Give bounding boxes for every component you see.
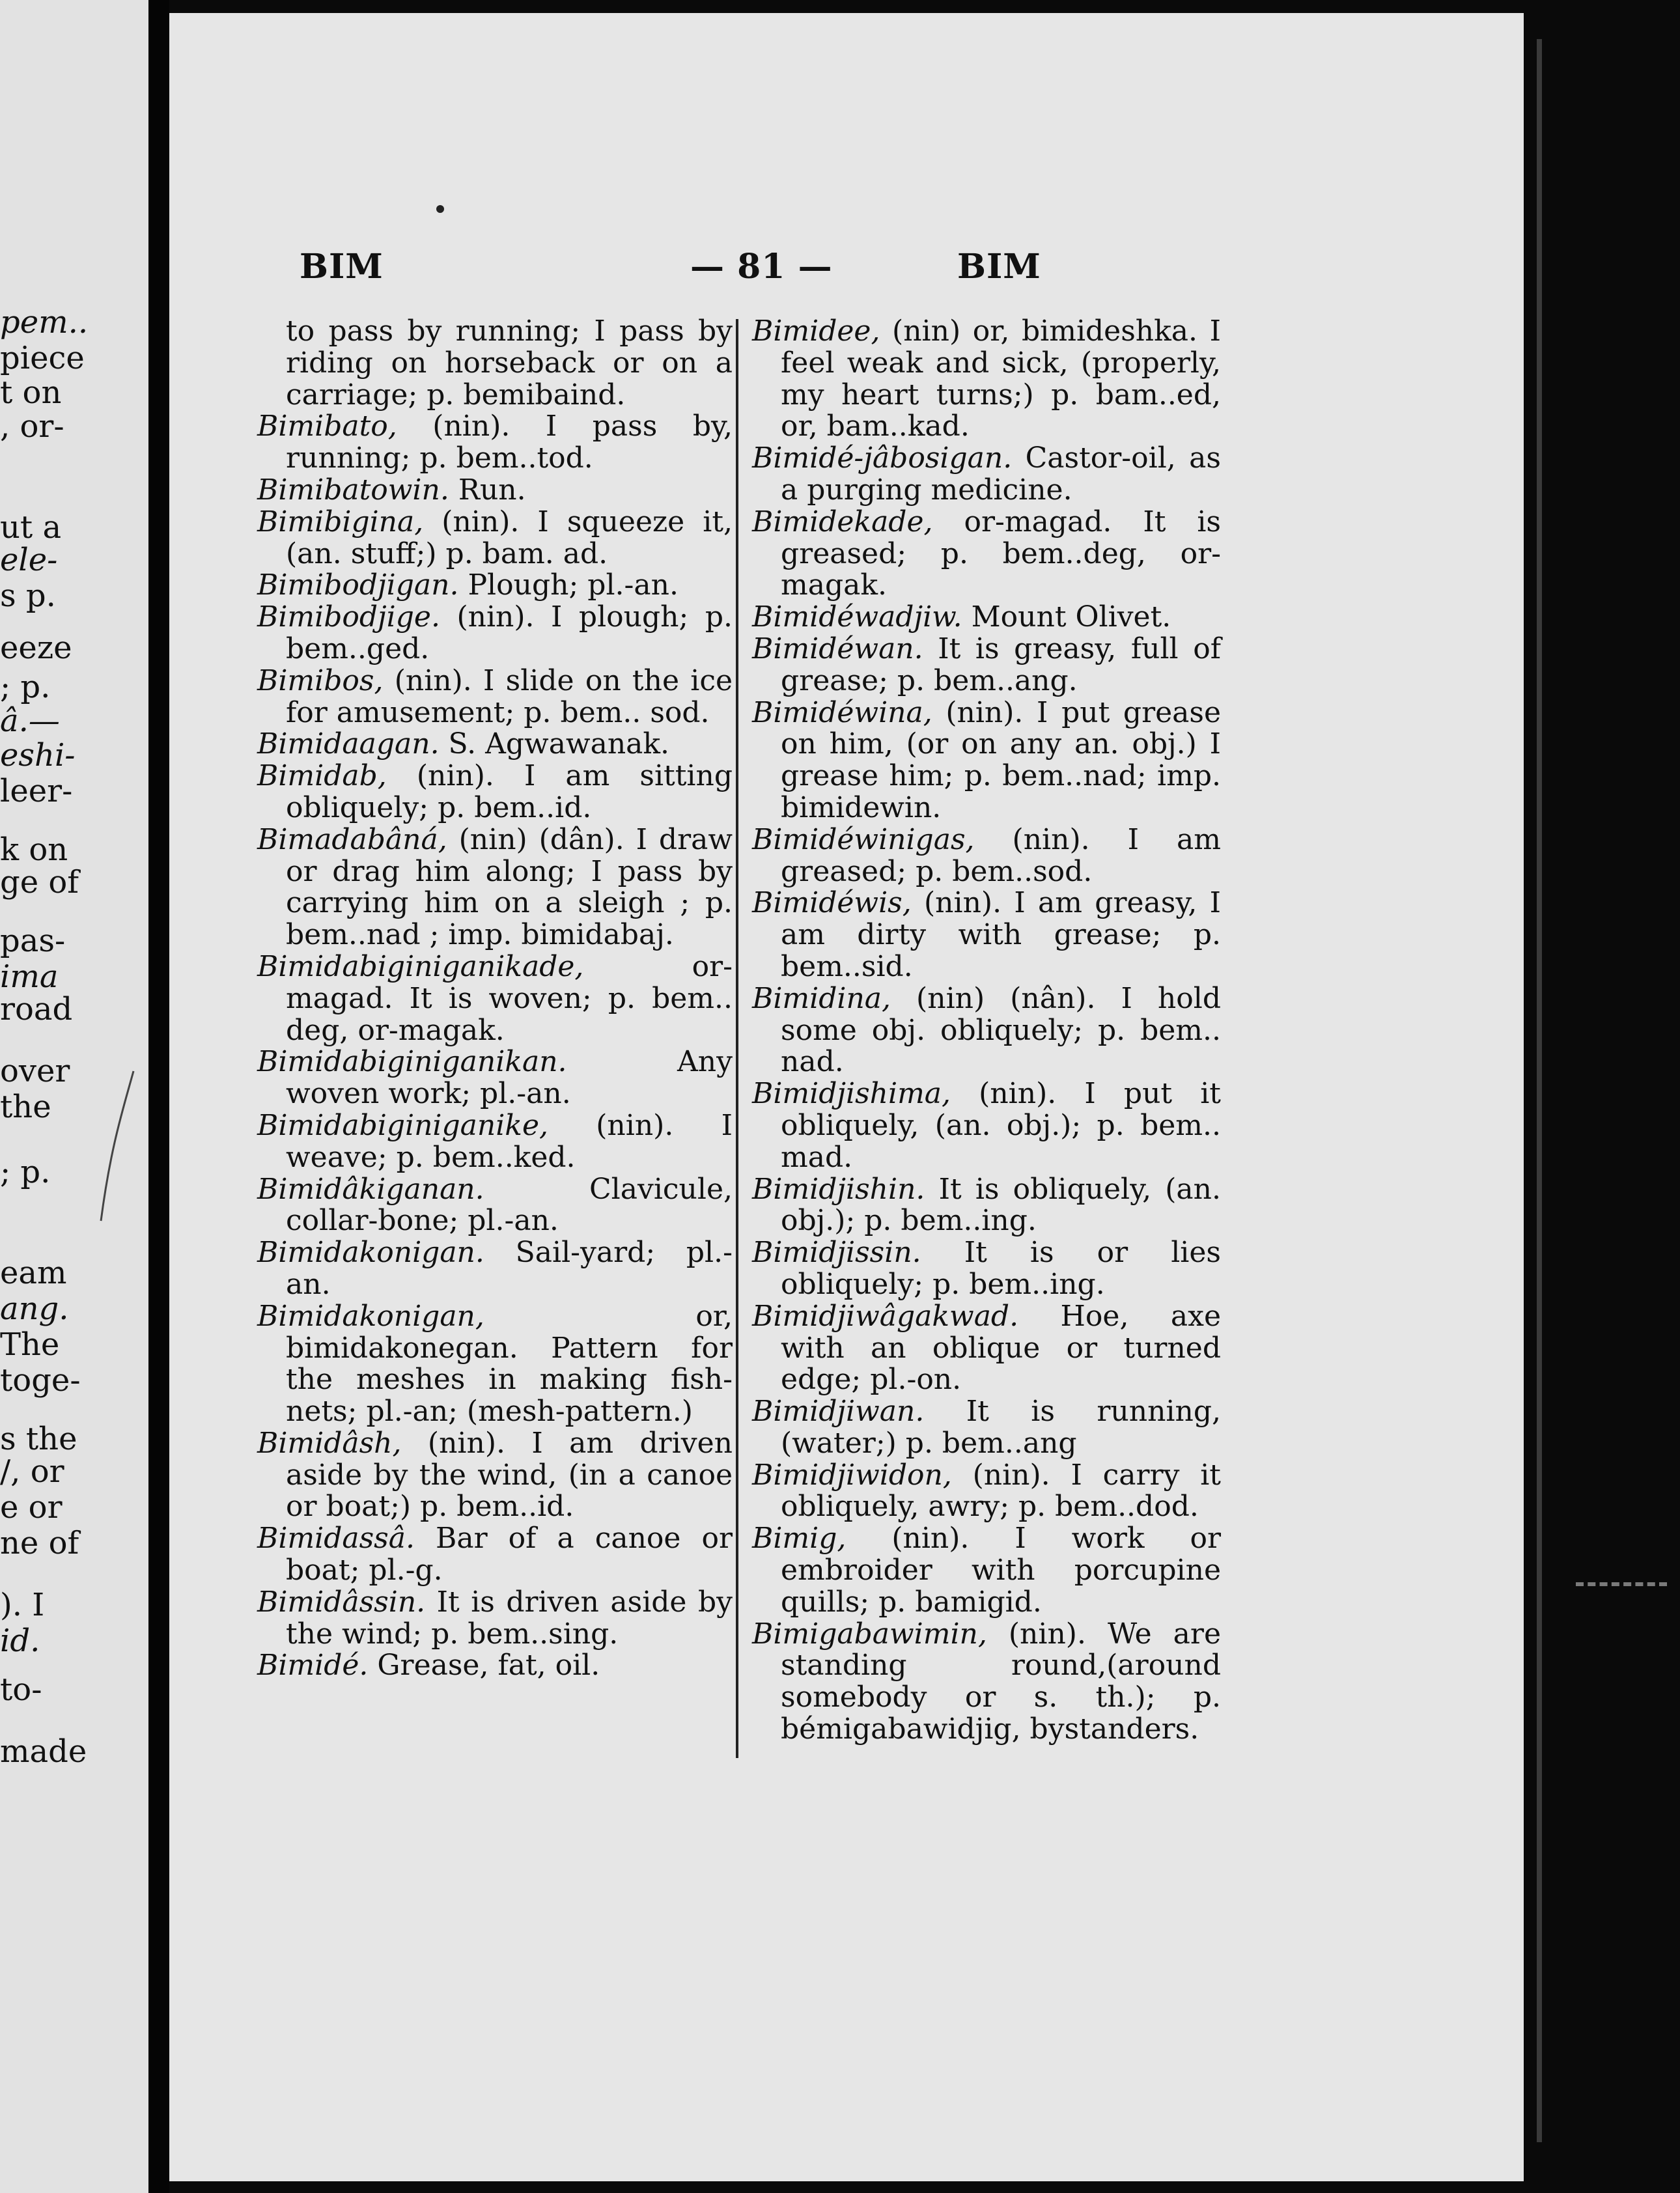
dictionary-entry xyxy=(257,1587,733,1651)
dictionary-entry xyxy=(752,443,1221,507)
previous-page-fragment: â.— xyxy=(0,703,60,739)
previous-page-fragment: e or xyxy=(0,1489,63,1526)
dictionary-entry xyxy=(257,570,733,602)
entry-definition: (nin) (dân). I draw or drag him along; I pass by carrying him on a sleigh ; p. bem..nad ; imp. bimidabaj. xyxy=(286,822,733,952)
entry-definition: (nin). We are standing round,(around somebody or s. th.); p. bémigabawidjig, bystanders. xyxy=(781,1617,1221,1746)
entry-headword: Bimidjiwâgakwad. xyxy=(752,1299,1019,1333)
previous-page-fragment: ). I xyxy=(0,1587,45,1623)
entry-definition: (nin). I put it obliquely, (an. obj.); p. bem.. mad. xyxy=(781,1077,1221,1174)
previous-page-fragment: ut a xyxy=(0,509,62,546)
dictionary-entry xyxy=(752,1174,1221,1238)
entry-definition: (nin). I put grease on him, (or on any an. obj.) I grease him; p. bem..nad; imp. bimidewin. xyxy=(781,695,1221,824)
dictionary-entry xyxy=(257,729,733,761)
entry-definition: (nin). I pass by, running; p. bem..tod. xyxy=(286,410,733,475)
dictionary-entry xyxy=(752,824,1221,888)
dictionary-entry xyxy=(257,1523,733,1587)
dictionary-entry xyxy=(257,1237,733,1301)
entry-definition: or, bimidakonegan. Pattern for the meshes in making fish-nets; pl.-an; (mesh-pattern.) xyxy=(286,1299,733,1429)
entry-definition: or-magad. It is greased; p. bem..deg, or-magak. xyxy=(781,505,1221,602)
entry-headword: Bimidjiwidon, xyxy=(752,1458,952,1492)
entry-definition: (nin). I am sitting obliquely; p. bem..id. xyxy=(286,759,733,824)
entry-definition: (nin). I am driven aside by the wind, (in a canoe or boat;) p. bem..id. xyxy=(286,1426,733,1524)
dictionary-entry xyxy=(752,1523,1221,1618)
dictionary-entry xyxy=(257,507,733,570)
column-divider xyxy=(736,319,738,1758)
entry-definition: Any woven work; pl.-an. xyxy=(286,1045,733,1111)
entry-definition: Grease, fat, oil. xyxy=(368,1649,600,1683)
entry-definition: (nin). I carry it obliquely, awry; p. bem..dod. xyxy=(781,1458,1221,1524)
entry-definition: It is driven aside by the wind; p. bem..sing. xyxy=(286,1585,733,1651)
entry-definition: to pass by running; I pass by riding on horseback or on a carriage; p. bemibaind. xyxy=(286,314,733,412)
entry-headword: Bimibodjige. xyxy=(257,600,440,634)
entry-headword: Bimidee, xyxy=(752,314,880,348)
dictionary-entry xyxy=(257,1046,733,1110)
dictionary-entry xyxy=(257,1650,733,1682)
previous-page-fragment: ge of xyxy=(0,864,79,901)
entry-definition: (nin). I plough; p. bem..ged. xyxy=(286,600,733,665)
entry-headword: Bimidjishin. xyxy=(752,1172,925,1206)
entry-headword: Bimidina, xyxy=(752,981,891,1015)
previous-page-fragment: pem.. xyxy=(0,304,89,341)
book-gutter xyxy=(148,0,169,2193)
dictionary-entry xyxy=(257,475,733,507)
edge-dashes xyxy=(1576,1582,1667,1597)
entry-headword: Bimidaagan. xyxy=(257,727,440,761)
previous-page-fragment: s p. xyxy=(0,578,56,614)
dictionary-entry xyxy=(752,1078,1221,1173)
entry-headword: Bimidabiginiganikade, xyxy=(257,949,584,983)
entry-headword: Bimig, xyxy=(752,1522,847,1556)
previous-page-fragment: eeze xyxy=(0,630,72,666)
right-edge-rule xyxy=(1537,39,1542,2142)
previous-page-fragment: over xyxy=(0,1053,70,1089)
previous-page-fragment: made xyxy=(0,1733,87,1770)
dictionary-entry xyxy=(752,602,1221,634)
ink-dot xyxy=(436,205,444,213)
entry-headword: Bimibodjigan. xyxy=(257,568,459,602)
entry-headword: Bimidjiwan. xyxy=(752,1395,925,1429)
entry-definition: (nin). I weave; p. bem..ked. xyxy=(286,1108,733,1174)
entry-headword: Bimidâkiganan. xyxy=(257,1172,484,1206)
previous-page-fragment: to- xyxy=(0,1671,42,1708)
right-column xyxy=(752,316,1221,1746)
entry-headword: Bimidabiginiganike, xyxy=(257,1108,548,1142)
previous-page-fragment: leer- xyxy=(0,773,73,809)
entry-headword: Bimidéwinigas, xyxy=(752,822,975,856)
entry-headword: Bimadabâná, xyxy=(257,822,447,856)
dictionary-entry xyxy=(257,316,733,411)
entry-definition: Mount Olivet. xyxy=(962,600,1171,634)
previous-page-fragment: ima xyxy=(0,958,59,995)
dictionary-entry xyxy=(752,1619,1221,1746)
entry-headword: Bimidabiginiganikan. xyxy=(257,1045,567,1079)
entry-headword: Bimidâsh, xyxy=(257,1426,402,1460)
running-header-right: BIM xyxy=(957,247,1041,286)
previous-page-fragment: eam xyxy=(0,1255,67,1291)
entry-headword: Bimibigina, xyxy=(257,505,424,538)
running-header-left: BIM xyxy=(300,247,384,286)
dictionary-entry xyxy=(752,887,1221,983)
entry-headword: Bimidjissin. xyxy=(752,1236,921,1270)
previous-page-fragment: ne of xyxy=(0,1525,79,1561)
entry-definition: (nin) or, bimideshka. I feel weak and sick, (properly, my heart turns;) p. bam..ed, or, bam..kad. xyxy=(781,314,1221,443)
previous-page-fragment: s the xyxy=(0,1421,77,1457)
entry-definition: Clavicule, collar-bone; pl.-an. xyxy=(286,1172,733,1238)
previous-page-fragment: eshi- xyxy=(0,737,76,774)
page-number: — 81 — xyxy=(690,247,833,286)
dictionary-entry xyxy=(257,1301,733,1428)
dictionary-entry xyxy=(257,602,733,665)
entry-definition: It is obliquely, (an. obj.); p. bem..ing. xyxy=(781,1172,1221,1238)
previous-page-fragment: , or- xyxy=(0,408,64,445)
entry-headword: Bimidé. xyxy=(257,1649,369,1683)
dictionary-entry xyxy=(257,951,733,1046)
previous-page-fragment: /, or xyxy=(0,1453,64,1490)
dictionary-entry xyxy=(752,1396,1221,1460)
entry-headword: Bimidâssin. xyxy=(257,1585,426,1619)
dictionary-entry xyxy=(752,1237,1221,1301)
entry-headword: Bimigabawimin, xyxy=(752,1617,987,1651)
entry-headword: Bimidassâ. xyxy=(257,1522,415,1556)
entry-definition: or-magad. It is woven; p. bem.. deg, or-magak. xyxy=(286,949,733,1047)
previous-page-edge xyxy=(0,0,148,2193)
dictionary-entry xyxy=(752,507,1221,602)
previous-page-fragment: The xyxy=(0,1326,60,1363)
previous-page-fragment: toge- xyxy=(0,1362,81,1399)
dictionary-entry xyxy=(257,824,733,951)
entry-definition: Hoe, axe with an oblique or turned edge; pl.-on. xyxy=(781,1299,1221,1397)
dictionary-entry xyxy=(752,1460,1221,1524)
entry-headword: Bimibato, xyxy=(257,410,397,443)
dictionary-entry xyxy=(752,983,1221,1078)
previous-page-fragment: ang. xyxy=(0,1291,69,1327)
entry-headword: Bimidé-jâbosigan. xyxy=(752,441,1013,475)
entry-definition: Castor-oil, as a purging medicine. xyxy=(781,441,1221,507)
previous-page-fragment: ; p. xyxy=(0,669,51,705)
entry-headword: Bimidekade, xyxy=(752,505,933,538)
entry-definition: Bar of a canoe or boat; pl.-g. xyxy=(286,1522,733,1587)
entry-definition: (nin). I am greased; p. bem..sod. xyxy=(781,822,1221,888)
dictionary-entry xyxy=(257,1110,733,1174)
pencil-mark xyxy=(98,1068,137,1224)
entry-definition: (nin). I squeeze it, (an. stuff;) p. bam. ad. xyxy=(286,505,733,570)
entry-headword: Bimidjishima, xyxy=(752,1077,951,1111)
dictionary-entry xyxy=(752,1301,1221,1396)
entry-definition: (nin) (nân). I hold some obj. obliquely; p. bem.. nad. xyxy=(781,981,1221,1079)
entry-definition: Plough; pl.-an. xyxy=(458,568,679,602)
previous-page-fragment: k on xyxy=(0,831,68,868)
entry-definition: (nin). I slide on the ice for amusement; p. bem.. sod. xyxy=(286,663,733,729)
entry-headword: Bimidakonigan. xyxy=(257,1236,484,1270)
dictionary-entry xyxy=(257,1174,733,1238)
previous-page-fragment: road xyxy=(0,991,73,1027)
entry-headword: Bimidab, xyxy=(257,759,387,793)
entry-headword: Bimibatowin. xyxy=(257,473,449,507)
entry-definition: Sail-yard; pl.-an. xyxy=(286,1236,733,1301)
dictionary-entry xyxy=(257,665,733,729)
entry-definition: It is greasy, full of grease; p. bem..ang. xyxy=(781,632,1221,697)
left-column xyxy=(257,316,733,1682)
previous-page-fragment: ele- xyxy=(0,542,58,578)
previous-page-fragment: pas- xyxy=(0,923,66,959)
dictionary-entry xyxy=(752,697,1221,824)
entry-headword: Bimidakonigan, xyxy=(257,1299,484,1333)
entry-definition: S. Agwawanak. xyxy=(439,727,670,761)
dictionary-entry xyxy=(257,411,733,475)
dictionary-entry xyxy=(257,1428,733,1523)
dictionary-entry xyxy=(752,634,1221,697)
previous-page-fragment: ; p. xyxy=(0,1154,51,1190)
entry-definition: (nin). I am greasy, I am dirty with grease; p. bem..sid. xyxy=(781,886,1221,983)
entry-headword: Bimibos, xyxy=(257,663,384,697)
entry-headword: Bimidéwadjiw. xyxy=(752,600,962,634)
entry-definition: It is running, (water;) p. bem..ang xyxy=(781,1395,1221,1460)
entry-definition: Run. xyxy=(449,473,526,507)
dictionary-entry xyxy=(257,761,733,824)
entry-headword: Bimidéwan. xyxy=(752,632,923,665)
previous-page-fragment: the xyxy=(0,1089,51,1125)
entry-headword: Bimidéwina, xyxy=(752,695,932,729)
entry-headword: Bimidéwis, xyxy=(752,886,912,920)
dictionary-entry xyxy=(752,316,1221,443)
previous-page-fragment: id. xyxy=(0,1623,40,1659)
right-page-edge xyxy=(1524,0,1680,2193)
previous-page-fragment: piece xyxy=(0,340,85,376)
entry-definition: It is or lies obliquely; p. bem..ing. xyxy=(781,1236,1221,1301)
previous-page-fragment: t on xyxy=(0,374,62,411)
entry-definition: (nin). I work or embroider with porcupine quills; p. bamigid. xyxy=(781,1522,1221,1619)
